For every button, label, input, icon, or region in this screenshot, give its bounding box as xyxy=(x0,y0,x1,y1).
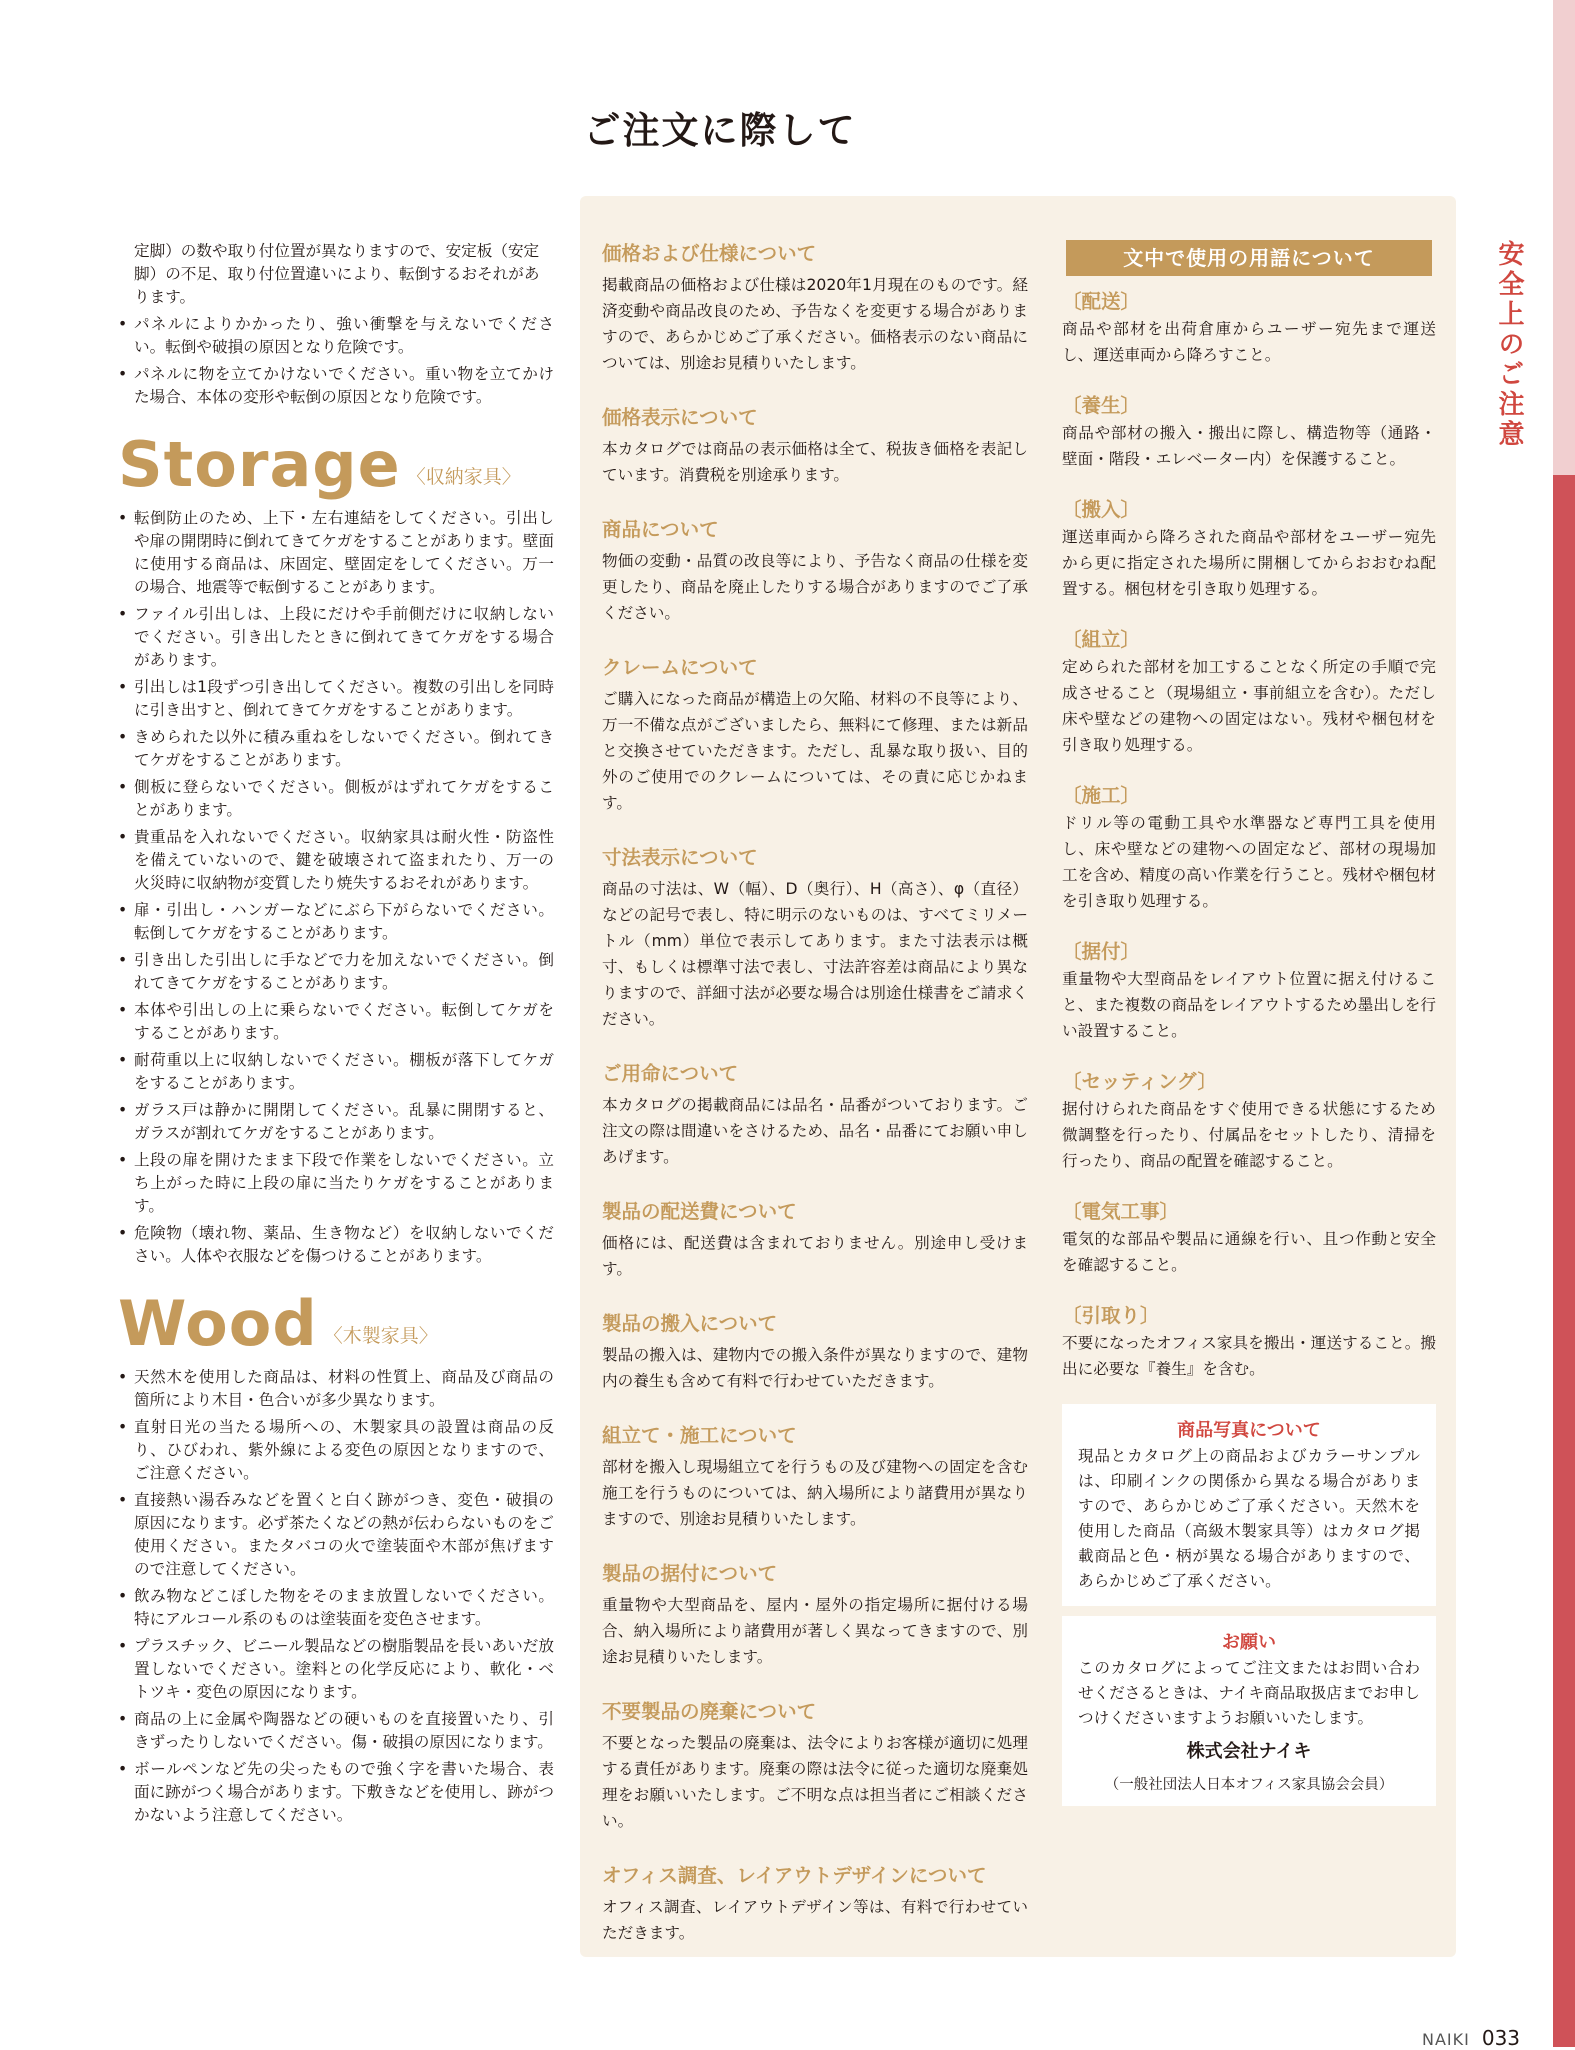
section-title: 寸法表示について xyxy=(602,846,758,869)
term-label: 〔組立〕 xyxy=(1062,628,1141,651)
term-text: 商品や部材の搬入・搬出に際し、構造物等（通路・壁面・階段・エレベーター内）を保護すること。 xyxy=(1062,424,1436,468)
list-item: • 飲み物などこぼした物をそのまま放置しないでください。特にアルコール系のものは塗装面を変色させます。 xyxy=(118,1585,554,1631)
list-item: • 引き出した引出しに手などで力を加えないでください。倒れてきてケガをすることがあります。 xyxy=(118,949,554,995)
order-info-column xyxy=(602,238,1028,1972)
section-text: 部材を搬入し現場組立てを行うもの及び建物への固定を含む施工を行うものについては、納入場所により諸費用が異なりますので、別途お見積りいたします。 xyxy=(602,1458,1028,1528)
section-text: 価格には、配送費は含まれておりません。別途申し受けます。 xyxy=(602,1234,1028,1278)
photo-notice-title: 商品写真について xyxy=(1177,1420,1321,1441)
term-text: 重量物や大型商品をレイアウト位置に据え付けること、また複数の商品をレイアウトするため墨出しを行い設置すること。 xyxy=(1062,970,1436,1040)
page-footer xyxy=(1422,2026,1520,2050)
photo-notice-box xyxy=(1062,1404,1436,1606)
section-title: 製品の搬入について xyxy=(602,1312,778,1335)
footer-brand: NAIKI xyxy=(1422,2030,1470,2049)
edge-tab-dark xyxy=(1553,475,1575,2047)
term-label: 〔セッティング〕 xyxy=(1062,1070,1218,1093)
wood-list xyxy=(118,1366,554,1827)
term-label: 〔養生〕 xyxy=(1062,394,1141,417)
term-label: 〔電気工事〕 xyxy=(1062,1200,1180,1223)
intro-item: • パネルに物を立てかけないでください。重い物を立てかけた場合、本体の変形や転倒の原因となり危険です。 xyxy=(118,363,554,409)
section-text: 重量物や大型商品を、屋内・屋外の指定場所に据付ける場合、納入場所により諸費用が著しく異なってきますので、別途お見積りいたします。 xyxy=(602,1596,1028,1666)
term-text: 不要になったオフィス家具を搬出・運送すること。搬出に必要な『養生』を含む。 xyxy=(1062,1334,1436,1378)
storage-subtitle: 〈収納家具〉 xyxy=(406,466,521,488)
section-title: 価格および仕様について xyxy=(602,242,817,265)
section-title: 製品の配送費について xyxy=(602,1200,797,1223)
list-item: • 扉・引出し・ハンガーなどにぶら下がらないでください。転倒してケガをすることがあります。 xyxy=(118,899,554,945)
list-item: • 直射日光の当たる場所への、木製家具の設置は商品の反り、ひびわれ、紫外線による変色の原因となりますので、ご注意ください。 xyxy=(118,1416,554,1485)
section-title: 価格表示について xyxy=(602,406,758,429)
term-label: 〔据付〕 xyxy=(1062,940,1141,963)
term-text: 商品や部材を出荷倉庫からユーザー宛先まで運送し、運送車両から降ろすこと。 xyxy=(1062,320,1436,364)
request-box xyxy=(1062,1616,1436,1806)
list-item: • ガラス戸は静かに開閉してください。乱暴に開閉すると、ガラスが割れてケガをすることがあります。 xyxy=(118,1099,554,1145)
term-text: 運送車両から降ろされた商品や部材をユーザー宛先から更に指定された場所に開梱してからおおむね配置する。梱包材を引き取り処理する。 xyxy=(1062,528,1436,598)
list-item: • ボールペンなど先の尖ったもので強く字を書いた場合、表面に跡がつく場合があります。下敷きなどを使用し、跡がつかないよう注意してください。 xyxy=(118,1758,554,1827)
section-text: ご購入になった商品が構造上の欠陥、材料の不良等により、万一不備な点がございましたら、無料にて修理、または新品と交換させていただきます。ただし、乱暴な取り扱い、目的外のご使用でのクレームについては、その責に応じかねます。 xyxy=(602,690,1028,812)
association-note: （一般社団法人日本オフィス家具協会会員） xyxy=(1104,1777,1394,1793)
section-title: 商品について xyxy=(602,518,719,541)
term-label: 〔引取り〕 xyxy=(1062,1304,1160,1327)
intro-item: 定脚）の数や取り付位置が異なりますので、安定板（安定脚）の不足、取り付位置違いにより、転倒するおそれがあります。 xyxy=(134,242,540,306)
company-name: 株式会社ナイキ xyxy=(1186,1741,1312,1762)
term-text: 定められた部材を加工することなく所定の手順で完成させること（現場組立・事前組立を含む）。ただし床や壁などの建物への固定はない。残材や梱包材を引き取り処理する。 xyxy=(1062,658,1436,754)
section-text: オフィス調査、レイアウトデザイン等は、有料で行わせていただきます。 xyxy=(602,1898,1028,1942)
page-number: 033 xyxy=(1481,2026,1521,2050)
list-item: • 天然木を使用した商品は、材料の性質上、商品及び商品の箇所により木目・色合いが多少異なります。 xyxy=(118,1366,554,1412)
list-item: • 引出しは1段ずつ引き出してください。複数の引出しを同時に引き出すと、倒れてきてケガをすることがあります。 xyxy=(118,676,554,722)
section-title: 製品の据付について xyxy=(602,1562,778,1585)
wood-heading xyxy=(118,1287,554,1360)
vertical-section-label: 安全上のご注意 xyxy=(1494,240,1524,450)
wood-title: Wood xyxy=(118,1287,318,1360)
term-label: 〔施工〕 xyxy=(1062,784,1141,807)
section-title: 組立て・施工について xyxy=(602,1424,797,1447)
storage-heading xyxy=(118,428,554,501)
section-text: 不要となった製品の廃棄は、法令によりお客様が適切に処理する責任があります。廃棄の際は法令に従った適切な廃棄処理をお願いいたします。ご不明な点は担当者にご相談ください。 xyxy=(602,1734,1028,1830)
list-item: • 貴重品を入れないでください。収納家具は耐火性・防盗性を備えていないので、鍵を破壊されて盗まれたり、万一の火災時に収納物が変質したり焼失するおそれがあります。 xyxy=(118,826,554,895)
list-item: • 危険物（壊れ物、薬品、生き物など）を収納しないでください。人体や衣服などを傷つけることがあります。 xyxy=(118,1222,554,1268)
section-title: 不要製品の廃棄について xyxy=(602,1700,817,1723)
section-text: 商品の寸法は、W（幅）、D（奥行）、H（高さ）、φ（直径）などの記号で表し、特に明示のないものは、すべてミリメートル（mm）単位で表示してあります。また寸法表示は概寸、もしくは標準寸法で表し、寸法許容差は商品により異なりますので、詳細寸法が必要な場合は別途仕様書をご請求ください。 xyxy=(602,880,1028,1028)
page-title: ご注文に際して xyxy=(583,109,857,152)
terms-heading: 文中で使用の用語について xyxy=(1066,240,1432,276)
term-text: 据付けられた商品をすぐ使用できる状態にするため微調整を行ったり、付属品をセットしたり、清掃を行ったり、商品の配置を確認すること。 xyxy=(1062,1100,1436,1170)
section-text: 本カタログでは商品の表示価格は全て、税抜き価格を表記しています。消費税を別途承ります。 xyxy=(602,440,1028,484)
request-title: お願い xyxy=(1222,1632,1276,1653)
term-text: ドリル等の電動工具や水準器など専門工具を使用し、床や壁などの建物への固定など、部材の現場加工を含め、精度の高い作業を行うこと。残材や梱包材を引き取り処理する。 xyxy=(1062,814,1436,910)
term-text: 電気的な部品や製品に通線を行い、且つ作動と安全を確認すること。 xyxy=(1062,1230,1436,1274)
section-text: 物価の変動・品質の改良等により、予告なく商品の仕様を変更したり、商品を廃止したりする場合がありますのでご了承ください。 xyxy=(602,552,1028,622)
section-title: オフィス調査、レイアウトデザインについて xyxy=(602,1864,987,1887)
list-item: • 本体や引出しの上に乗らないでください。転倒してケガをすることがあります。 xyxy=(118,999,554,1045)
terms-column xyxy=(1062,240,1436,1816)
term-label: 〔搬入〕 xyxy=(1062,498,1141,521)
storage-title: Storage xyxy=(118,428,401,501)
term-label: 〔配送〕 xyxy=(1062,290,1141,313)
intro-list xyxy=(118,240,554,409)
section-text: 本カタログの掲載商品には品名・品番がついております。ご注文の際は間違いをさけるため、品名・品番にてお願い申しあげます。 xyxy=(602,1096,1028,1166)
photo-notice-text: 現品とカタログ上の商品およびカラーサンプルは、印刷インクの関係から異なる場合がありますので、あらかじめご了承ください。天然木を使用した商品（高級木製家具等）はカタログ掲載商品と色・柄が異なる場合がありますので、あらかじめご了承ください。 xyxy=(1078,1447,1420,1590)
list-item: • 耐荷重以上に収納しないでください。棚板が落下してケガをすることがあります。 xyxy=(118,1049,554,1095)
list-item: • 転倒防止のため、上下・左右連結をしてください。引出しや扉の開閉時に倒れてきてケガをすることがあります。壁面に使用する商品は、床固定、壁固定をしてください。万一の場合、地震等で転倒することがあります。 xyxy=(118,507,554,599)
list-item: • 商品の上に金属や陶器などの硬いものを直接置いたり、引きずったりしないでください。傷・破損の原因になります。 xyxy=(118,1708,554,1754)
section-title: クレームについて xyxy=(602,656,758,679)
list-item: • プラスチック、ビニール製品などの樹脂製品を長いあいだ放置しないでください。塗料との化学反応により、軟化・ベトツキ・変色の原因になります。 xyxy=(118,1635,554,1704)
wood-subtitle: 〈木製家具〉 xyxy=(323,1325,438,1347)
edge-tab-light xyxy=(1553,0,1575,475)
section-text: 掲載商品の価格および仕様は2020年1月現在のものです。経済変動や商品改良のため、予告なくを変更する場合がありますので、あらかじめご了承ください。価格表示のない商品については、別途お見積りいたします。 xyxy=(602,276,1028,372)
section-title: ご用命について xyxy=(602,1062,739,1085)
list-item: • きめられた以外に積み重ねをしないでください。倒れてきてケガをすることがあります。 xyxy=(118,726,554,772)
intro-item: • パネルによりかかったり、強い衝撃を与えないでください。転倒や破損の原因となり危険です。 xyxy=(118,313,554,359)
list-item: • 上段の扉を開けたまま下段で作業をしないでください。立ち上がった時に上段の扉に当たりケガをすることがあります。 xyxy=(118,1149,554,1218)
section-text: 製品の搬入は、建物内での搬入条件が異なりますので、建物内の養生も含めて有料で行わせていただきます。 xyxy=(602,1346,1028,1390)
left-column xyxy=(118,240,554,1831)
list-item: • ファイル引出しは、上段にだけや手前側だけに収納しないでください。引き出したときに倒れてきてケガをする場合があります。 xyxy=(118,603,554,672)
list-item: • 側板に登らないでください。側板がはずれてケガをすることがあります。 xyxy=(118,776,554,822)
request-text: このカタログによってご注文またはお問い合わせくださるときは、ナイキ商品取扱店までお申しつけくださいますようお願いいたします。 xyxy=(1078,1659,1420,1727)
storage-list xyxy=(118,507,554,1268)
list-item: • 直接熱い湯呑みなどを置くと白く跡がつき、変色・破損の原因になります。必ず茶たくなどの熱が伝わらないものをご使用ください。またタバコの火で塗装面や木部が焦げますので注意してください。 xyxy=(118,1489,554,1581)
